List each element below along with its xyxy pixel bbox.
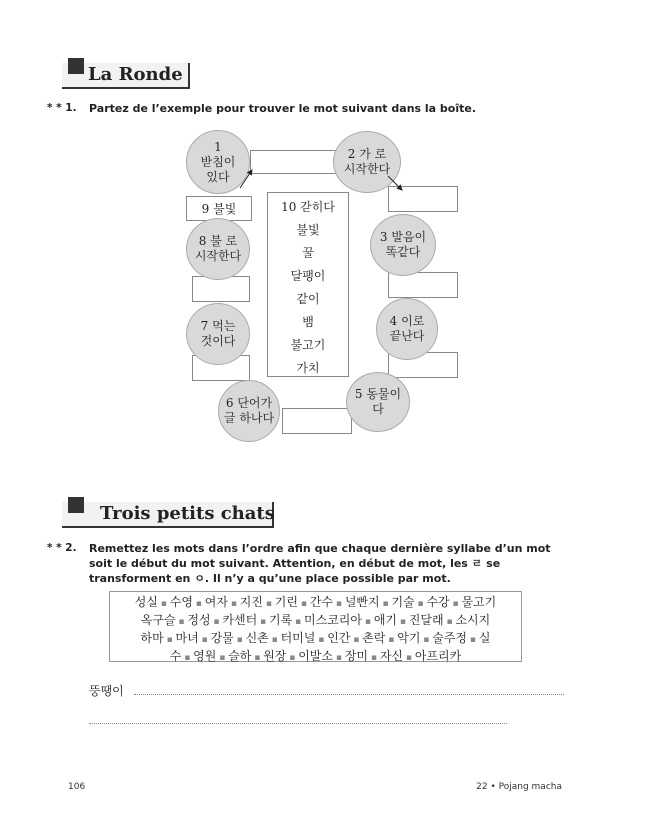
separator-icon: ▪ [257, 617, 269, 627]
separator-icon: ▪ [449, 599, 462, 609]
word-bank-item: 하마 [140, 631, 164, 645]
start-word: 뚱땡이 [89, 684, 124, 698]
word-bank-item: 인간 [327, 631, 351, 645]
separator-icon: ▪ [181, 653, 194, 663]
word-bank-item: 촌락 [362, 631, 386, 645]
chapter-footer: 22 • Pojang macha [476, 782, 562, 792]
word-bank-item: 옥구슬 [140, 613, 176, 627]
exercise-instruction: Partez de l’exemple pour trouver le mot suivant dans la boîte. [89, 102, 477, 115]
word-list-item: 가치 [296, 361, 320, 375]
separator-icon: ▪ [216, 653, 229, 663]
separator-icon: ▪ [210, 617, 223, 627]
separator-icon: ▪ [361, 617, 374, 627]
answer-line [134, 694, 564, 695]
clue-circle-8: 8 불 로 시작한다 [186, 218, 250, 280]
clue-circle-7: 7 먹는 것이다 [186, 303, 250, 365]
separator-icon: ▪ [175, 617, 188, 627]
section-title: La Ronde [88, 64, 183, 85]
word-bank-item: 신촌 [245, 631, 269, 645]
word-bank-item: 소시지 [455, 613, 491, 627]
answer-box [388, 186, 458, 212]
word-list-item: 꿀 [302, 246, 314, 260]
clue-circle-5: 5 동물이 다 [346, 372, 410, 432]
word-bank-item: 수영 [169, 595, 193, 609]
word-bank-item: 진달래 [408, 613, 444, 627]
word-bank-item: 성실 [134, 595, 158, 609]
word-bank-line [110, 630, 521, 648]
separator-icon: ▪ [420, 635, 433, 645]
separator-icon: ▪ [350, 635, 363, 645]
word-bank-item: 원장 [263, 649, 287, 663]
title-square-icon [68, 58, 84, 74]
word-list-item: 불빛 [296, 223, 320, 237]
separator-icon: ▪ [467, 635, 479, 645]
separator-icon: ▪ [403, 653, 415, 663]
separator-icon: ▪ [157, 599, 170, 609]
exercise-number: * * 2. [47, 542, 77, 554]
separator-icon: ▪ [262, 599, 275, 609]
answer-line [89, 723, 507, 724]
answer-box [388, 272, 458, 298]
separator-icon: ▪ [297, 599, 310, 609]
word-list-box [267, 192, 349, 377]
clue-circle-6: 6 단어가 글 하나다 [218, 380, 280, 442]
word-bank-item: 애기 [373, 613, 397, 627]
answer-box [282, 408, 352, 434]
word-bank-item: 악기 [397, 631, 421, 645]
word-bank-item: 실 [478, 631, 491, 645]
separator-icon: ▪ [233, 635, 246, 645]
separator-icon: ▪ [333, 653, 345, 663]
separator-icon: ▪ [286, 653, 299, 663]
word-bank-item: 널빤지 [344, 595, 380, 609]
word-list-item: 뱀 [302, 315, 314, 329]
separator-icon: ▪ [227, 599, 240, 609]
clue-circle-3: 3 발음이 똑같다 [370, 214, 436, 276]
separator-icon: ▪ [368, 653, 380, 663]
section-title-bar [62, 502, 274, 528]
section-title-bar [62, 63, 190, 89]
separator-icon: ▪ [333, 599, 345, 609]
word-bank-item: 여자 [204, 595, 228, 609]
word-bank-item: 수 [169, 649, 182, 663]
separator-icon: ▪ [443, 617, 456, 627]
answer-box [250, 150, 340, 174]
word-bank-box [109, 591, 522, 662]
word-bank-line [110, 594, 521, 612]
word-bank-line [110, 612, 521, 630]
separator-icon: ▪ [292, 617, 305, 627]
word-list-item: 10 갇히다 [281, 200, 335, 214]
word-bank-item: 미스코리아 [304, 613, 362, 627]
word-bank-item: 슬하 [228, 649, 252, 663]
word-bank-item: 간수 [309, 595, 333, 609]
word-bank-item: 정성 [187, 613, 211, 627]
word-bank-item: 카센터 [222, 613, 258, 627]
word-bank-item: 자신 [379, 649, 404, 663]
clue-circle-4: 4 이로 끝난다 [376, 298, 438, 360]
word-bank-item: 강물 [210, 631, 234, 645]
word-bank-item: 기술 [391, 595, 415, 609]
title-square-icon [68, 497, 84, 513]
word-bank-item: 이발소 [298, 649, 333, 663]
separator-icon: ▪ [397, 617, 409, 627]
exercise-number: * * 1. [47, 102, 77, 114]
separator-icon: ▪ [198, 635, 211, 645]
word-bank-item: 물고기 [461, 595, 497, 609]
word-list-item: 같이 [296, 292, 320, 306]
word-bank-item: 영원 [193, 649, 217, 663]
clue-circle-1: 1 받침이 있다 [186, 130, 250, 194]
separator-icon: ▪ [268, 635, 281, 645]
page-number: 106 [68, 782, 86, 792]
separator-icon: ▪ [192, 599, 205, 609]
word-bank-item: 터미널 [280, 631, 316, 645]
separator-icon: ▪ [385, 635, 398, 645]
word-bank-item: 아프리카 [414, 649, 462, 663]
word-bank-item: 기린 [274, 595, 298, 609]
separator-icon: ▪ [315, 635, 328, 645]
clue-circle-2: 2 가 로 시작한다 [333, 131, 401, 193]
separator-icon: ▪ [163, 635, 176, 645]
separator-icon: ▪ [414, 599, 427, 609]
word-bank-item: 장미 [344, 649, 369, 663]
word-bank-item: 술주정 [432, 631, 468, 645]
word-bank-line [110, 648, 521, 666]
separator-icon: ▪ [251, 653, 264, 663]
separator-icon: ▪ [379, 599, 392, 609]
word-bank-item: 수강 [426, 595, 450, 609]
exercise-instruction: Remettez les mots dans l’ordre afin que chaque dernière syllabe d’un mot soit le début du mot suivant. Attention, en début de mot, les ㄹ se transforment en ㅇ. Il n’y a qu’une place possible par mot. [89, 542, 551, 585]
word-bank-item: 기록 [269, 613, 293, 627]
word-bank-item: 지진 [239, 595, 263, 609]
answer-box [192, 276, 250, 302]
word-bank-item: 마녀 [175, 631, 199, 645]
word-list-item: 불고기 [290, 338, 326, 352]
section-title: Trois petits chats [100, 503, 275, 524]
example-answer-box: 9 불빛 [186, 196, 252, 221]
word-list-item: 달팽이 [290, 269, 326, 283]
